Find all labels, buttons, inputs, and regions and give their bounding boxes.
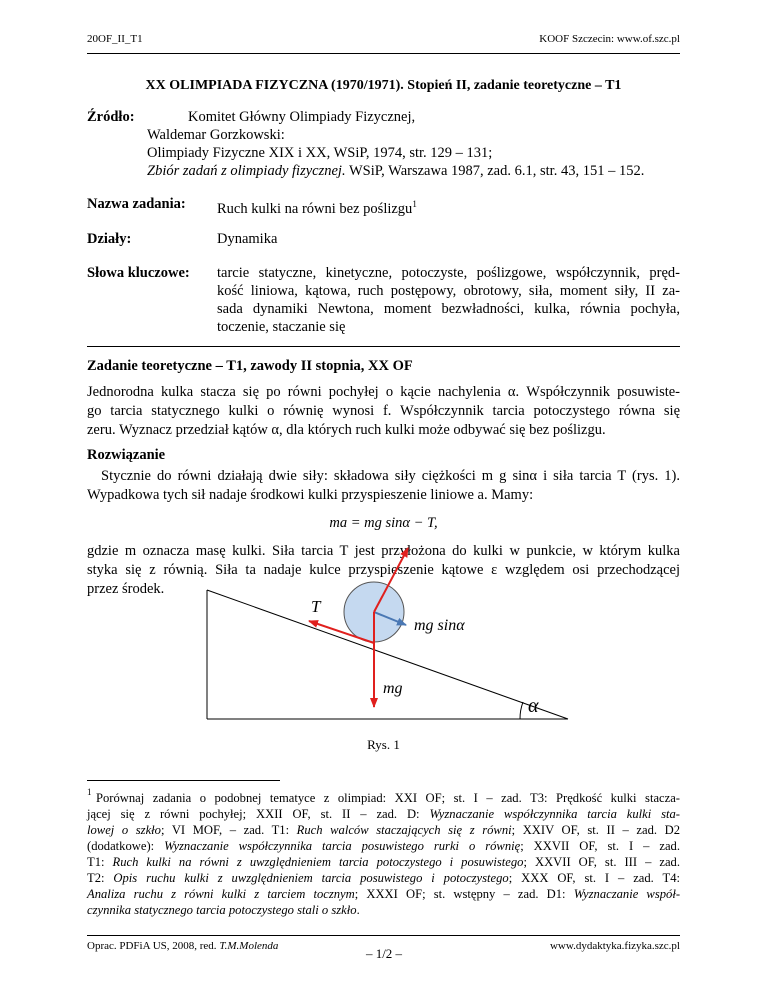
solution-p1-line1: Stycznie do równi działają dwie siły: składowa siły ciężkości m g sinα i siła tarcia T (rys. 1). (101, 468, 680, 484)
title-sep2: , (466, 78, 474, 93)
fn-l3-d: ; XXIV OF, st. II – zad. D2 (511, 823, 680, 837)
footnote-line2 (87, 807, 680, 823)
fn-l2-a: jącej się z równi pochyłej; XXII OF, st. II – zad. D: (87, 807, 430, 821)
footnote-line5 (87, 855, 680, 871)
task-name-text: Ruch kulki na równi bez poślizgu (217, 200, 413, 217)
header-right: KOOF Szczecin: www.of.szc.pl (539, 33, 680, 45)
footnote-line6 (87, 871, 680, 887)
keywords-line2: kość liniowa, kątowa, ruch postępowy, obrotowy, siła, moment siły, II za- (217, 283, 680, 299)
task-name-label: Nazwa zadania: (87, 196, 186, 212)
header-left: 20OF_II_T1 (87, 33, 143, 45)
fn-l8-a: czynnika statycznego tarcia potoczystego stali o szkło (87, 903, 357, 917)
solution-p2-line2: styka się z równią. Siła ta nadaje kulce przyspieszenie kątowe ε względem osi przechodzącej (87, 562, 680, 578)
source-book-details: WSiP, Warszawa 1987, zad. 6.1, str. 43, 151 – 152. (345, 163, 645, 179)
fn-l3-b: ; VI MOF, – zad. T1: (160, 823, 297, 837)
keywords-label: Słowa kluczowe: (87, 265, 190, 281)
equation: ma = mg sinα − T, (329, 515, 438, 531)
footnote-mark: 1 (87, 787, 92, 797)
sections-label: Działy: (87, 231, 132, 247)
footer-left (87, 940, 278, 952)
footer-right: www.dydaktyka.fizyka.szc.pl (549, 940, 680, 952)
footnote-line7 (87, 887, 680, 903)
footnote-line8 (87, 903, 360, 919)
source-line2: Waldemar Gorzkowski: (147, 127, 285, 143)
fn-l8-b: . (356, 903, 360, 917)
keywords-line1: tarcie statyczne, kinetyczne, potoczyste, poślizgowe, współczynnik, pręd- (217, 265, 680, 281)
title-sep1: . (400, 78, 408, 93)
fn-l5-a: T1: (87, 855, 113, 869)
page-number: – 1/2 – (365, 946, 403, 961)
solution-heading: Rozwiązanie (87, 447, 166, 463)
angle-arc (520, 702, 523, 719)
fn-l7-c: Wyznaczanie współ- (573, 887, 681, 901)
title-stage: Stopień II (407, 78, 467, 93)
fn-l4-c: ; XXVII OF, st. I – zad. (520, 839, 680, 853)
label-mg: mg (383, 680, 403, 697)
footnote-line4 (87, 839, 680, 855)
footnote-ref: 1 (412, 199, 417, 209)
source-book-title: Zbiór zadań z olimpiady fizycznej. (147, 163, 346, 179)
fn-l6-a: T2: (87, 871, 114, 885)
keywords-line4: toczenie, staczanie się (217, 319, 346, 335)
fn-l5-b: Ruch kulki na równi z uwzględnieniem tarcia potoczystego i posuwistego (112, 855, 524, 869)
label-mg-sin-alpha: mg sinα (414, 617, 465, 634)
fn-l6-b: Opis ruchu kulki z uwzględnieniem tarcia posuwistego i potoczystego (113, 871, 509, 885)
task-line2: go tarcia statycznego kulki o równię wynosi f. Współczynnik tarcia potoczystego równa się (87, 403, 680, 419)
title-task: zadanie teoretyczne – T1 (473, 78, 622, 93)
footer-credit: Oprac. PDFiA US, 2008, red. (87, 940, 220, 952)
fn-l4-b: Wyznaczanie współczynnika tarcia posuwistego rurki o równię (164, 839, 521, 853)
solution-p1-line2: Wypadkowa tych sił nadaje środkowi kulki przyspieszenie liniowe a. Mamy: (87, 487, 534, 503)
footer-rule (87, 935, 680, 936)
fn-l5-c: ; XXVII OF, st. III – zad. (523, 855, 681, 869)
label-alpha: α (528, 695, 539, 717)
solution-p2-line3: przez środek. (87, 581, 165, 597)
task-line1: Jednorodna kulka stacza się po równi pochyłej o kącie nachylenia α. Współczynnik posuwiste- (87, 384, 680, 400)
fn-l7-b: ; XXXI OF; st. wstępny – zad. D1: (354, 887, 574, 901)
task-line3: zeru. Wyznacz przedział kątów α, dla których ruch kulki może odbywać się bez poślizgu. (87, 422, 606, 438)
title-olympiad: XX OLIMPIADA FIZYCZNA (1970/1971) (145, 78, 401, 93)
keywords-line3: sada dynamiki Newtona, moment bezwładności, kulka, równia pochyła, (217, 301, 680, 317)
fn-l4-a: (dodatkowe): (87, 839, 165, 853)
footnote-rule (87, 780, 280, 781)
source-line1: Komitet Główny Olimpiady Fizycznej, (188, 109, 416, 125)
footer-editor: T.M.Molenda (219, 940, 279, 952)
footnote-line1: Porównaj zadania o podobnej tematyce z olimpiad: XXI OF; st. I – zad. T3: Prędkość kulki stacza- (96, 791, 680, 805)
fn-l6-c: ; XXX OF, st. I – zad. T4: (508, 871, 680, 885)
figure-caption: Rys. 1 (367, 737, 400, 752)
task-heading: Zadanie teoretyczne – T1, zawody II stopnia, XX OF (87, 358, 413, 374)
fn-l3-c: Ruch walców staczających się z równi (296, 823, 512, 837)
source-label: Źródło: (87, 109, 135, 125)
fn-l3-a: lowej o szkło (87, 823, 161, 837)
source-line3: Olimpiady Fizyczne XIX i XX, WSiP, 1974, str. 129 – 131; (147, 145, 493, 161)
fn-l7-a: Analiza ruchu z równi kulki z tarciem tocznym (87, 887, 355, 901)
label-friction: T (311, 597, 321, 616)
solution-p2-line1: gdzie m oznacza masę kulki. Siła tarcia T jest przyłożona do kulki w punkcie, w którym kulka (87, 543, 680, 559)
footnote-line3 (87, 823, 680, 839)
fn-l2-b: Wyznaczanie współczynnika tarcia kulki sta- (429, 807, 681, 821)
sections-value: Dynamika (217, 231, 278, 247)
